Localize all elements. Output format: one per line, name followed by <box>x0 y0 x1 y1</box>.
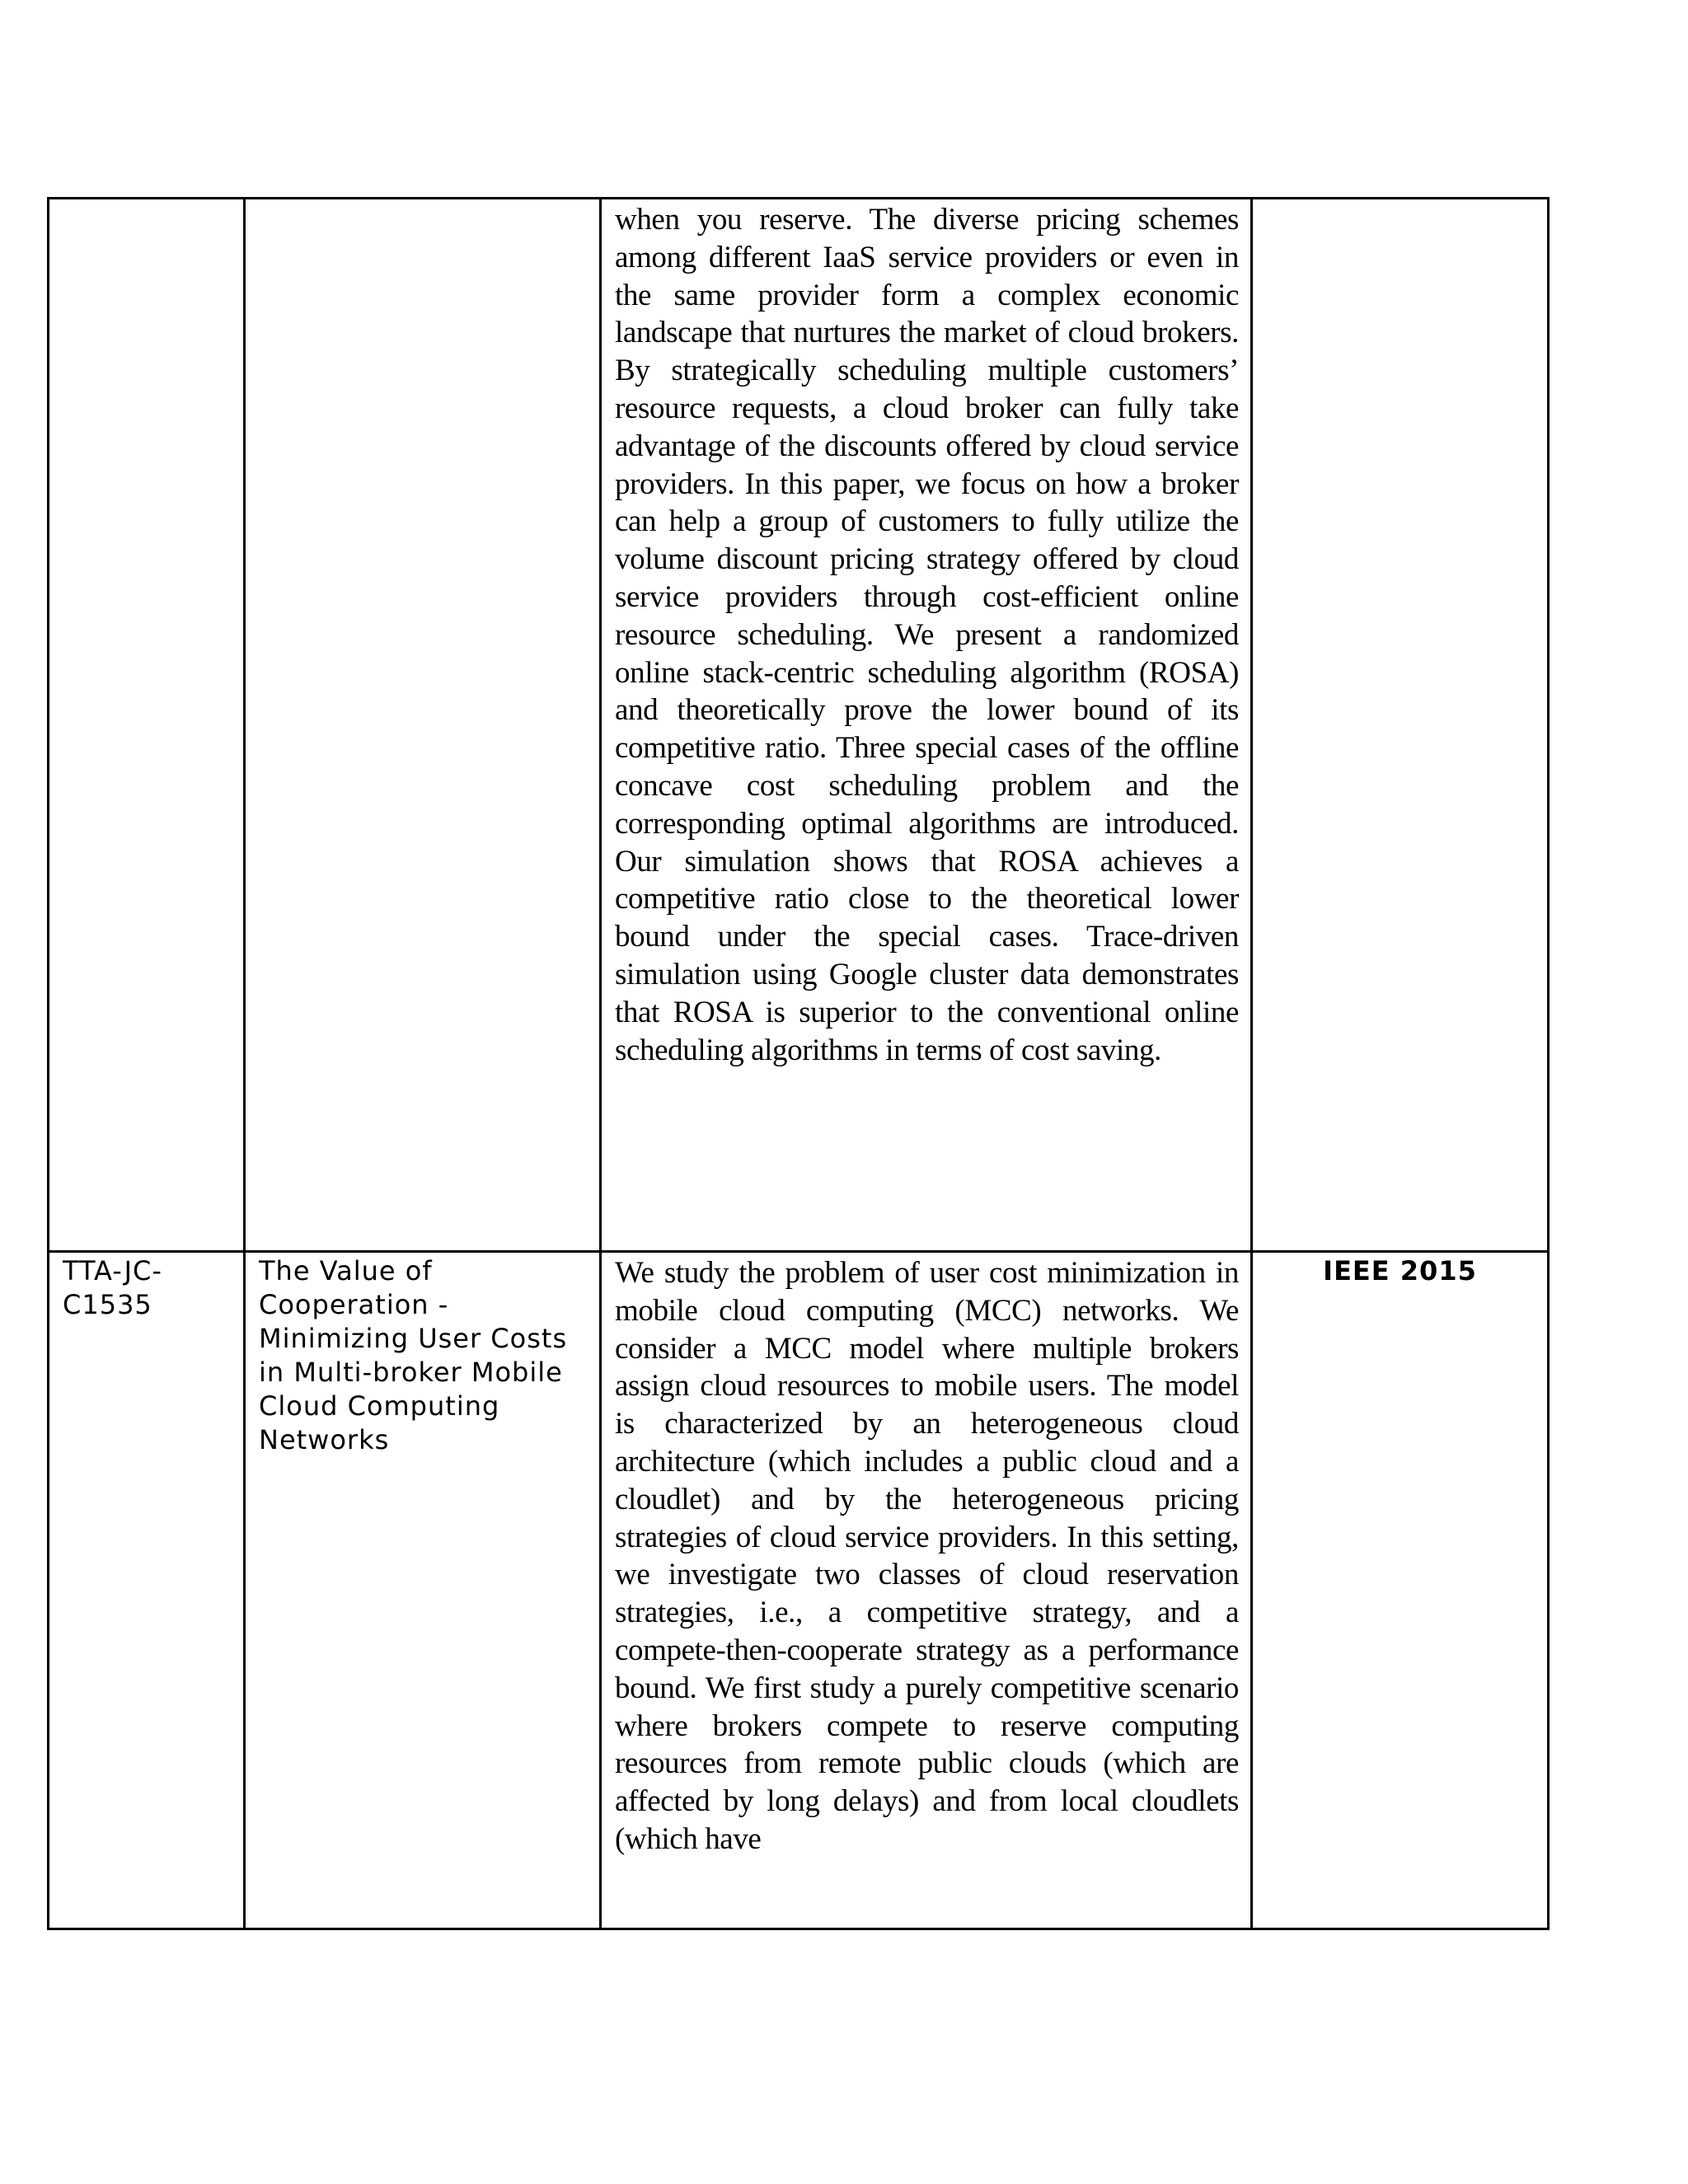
abstract-cell <box>601 199 1252 1252</box>
project-title-cell <box>245 199 601 1252</box>
abstract-cell <box>601 1252 1252 1929</box>
year-cell <box>1252 199 1549 1252</box>
project-table <box>47 197 1550 1930</box>
project-title <box>246 199 599 201</box>
project-title: The Value of Cooperation - Minimizing User Costs in Multi-broker Mobile Cloud Computing Networks <box>259 1255 568 1455</box>
year-cell <box>1252 1252 1549 1929</box>
project-title-cell <box>245 1252 601 1929</box>
table-row <box>49 1252 1549 1929</box>
table-row <box>49 199 1549 1252</box>
project-id-cell <box>49 1252 245 1929</box>
abstract-text: We study the problem of user cost minimization in mobile cloud computing (MCC) networks. We consider a MCC model where multiple brokers assign cloud resources to mobile users. The model is characterized by an heterogeneous cloud architecture (which includes a public cloud and a cloudlet) and by the heterogeneous pricing strategies of cloud service providers. In this setting, we investigate two classes of cloud reservation strategies, i.e., a competitive strategy, and a compete-then-cooperate strategy as a performance bound. We first study a purely competitive scenario where brokers compete to reserve computing resources from remote public clouds (which are affected by long delays) and from local cloudlets (which have <box>615 1256 1239 1856</box>
project-id-cell <box>49 199 245 1252</box>
abstract-text: when you reserve. The diverse pricing schemes among different IaaS service providers or even in the same provider form a complex economic landscape that nurtures the market of cloud brokers. By strategically scheduling multiple customers’ resource requests, a cloud broker can fully take advantage of the discounts offered by cloud service providers. In this paper, we focus on how a broker can help a group of customers to fully utilize the volume discount pricing strategy offered by cloud service providers through cost-efficient online resource scheduling. We present a randomized online stack-centric scheduling algorithm (ROSA) and theoretically prove the lower bound of its competitive ratio. Three special cases of the offline concave cost scheduling problem and the corresponding optimal algorithms are introduced. Our simulation shows that ROSA achieves a competitive ratio close to the theoretical lower bound under the special cases. Trace-driven simulation using Google cluster data demonstrates that ROSA is superior to the conventional online scheduling algorithms in terms of cost saving. <box>615 203 1239 1067</box>
publication-year <box>1253 199 1547 201</box>
publication-year: IEEE 2015 <box>1323 1255 1477 1286</box>
project-id <box>49 199 243 201</box>
project-id: TTA-JC-C1535 <box>63 1255 162 1320</box>
